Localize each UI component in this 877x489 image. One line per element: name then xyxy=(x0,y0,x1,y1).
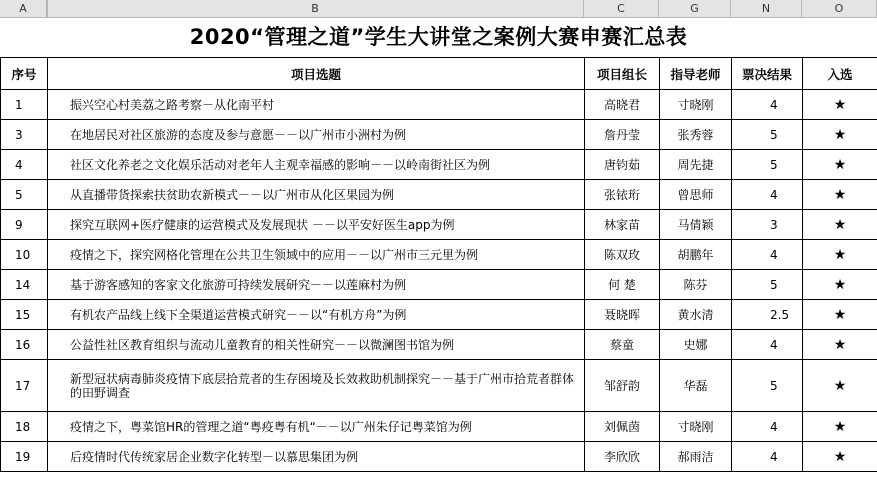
cell-vote[interactable]: 5 xyxy=(732,360,803,412)
cell-selected[interactable]: ★ xyxy=(803,90,877,120)
cell-teacher[interactable]: 周先捷 xyxy=(660,150,732,180)
cell-number[interactable]: 16 xyxy=(1,330,48,360)
cell-teacher[interactable]: 马倩颖 xyxy=(660,210,732,240)
column-letter-g[interactable]: G xyxy=(659,0,731,17)
cell-number[interactable]: 1 xyxy=(1,90,48,120)
cell-teacher[interactable]: 曾思师 xyxy=(660,180,732,210)
cell-teacher[interactable]: 陈芬 xyxy=(660,270,732,300)
header-selected[interactable]: 入选 xyxy=(803,58,877,90)
table-row xyxy=(1,120,877,150)
cell-selected[interactable]: ★ xyxy=(803,210,877,240)
cell-selected[interactable]: ★ xyxy=(803,360,877,412)
table-row xyxy=(1,180,877,210)
cell-teacher[interactable]: 史娜 xyxy=(660,330,732,360)
header-vote[interactable]: 票决结果 xyxy=(732,58,803,90)
table-row xyxy=(1,360,877,412)
cell-leader[interactable]: 陈双玫 xyxy=(585,240,660,270)
column-letter-o[interactable]: O xyxy=(802,0,877,17)
cell-topic[interactable]: 基于游客感知的客家文化旅游可持续发展研究－－以莲麻村为例 xyxy=(48,270,585,300)
cell-topic[interactable]: 公益性社区教育组织与流动儿童教育的相关性研究－－以微澜图书馆为例 xyxy=(48,330,585,360)
cell-vote[interactable]: 4 xyxy=(732,412,803,442)
cell-leader[interactable]: 聂晓晖 xyxy=(585,300,660,330)
cell-number[interactable]: 15 xyxy=(1,300,48,330)
cell-selected[interactable]: ★ xyxy=(803,240,877,270)
cell-selected[interactable]: ★ xyxy=(803,442,877,472)
table-row xyxy=(1,150,877,180)
cell-topic[interactable]: 新型冠状病毒肺炎疫情下底层拾荒者的生存困境及长效救助机制探究－－基于广州市拾荒者群体的田野调查 xyxy=(48,360,585,412)
cell-leader[interactable]: 李欣欣 xyxy=(585,442,660,472)
cell-selected[interactable]: ★ xyxy=(803,330,877,360)
cell-topic[interactable]: 疫情之下，粤菜馆HR的管理之道“粤疫粤有机“－－以广州朱仔记粤菜馆为例 xyxy=(48,412,585,442)
header-row xyxy=(1,58,877,90)
header-teacher[interactable]: 指导老师 xyxy=(660,58,732,90)
cell-topic[interactable]: 有机农产品线上线下全渠道运营模式研究－－以“有机方舟”为例 xyxy=(48,300,585,330)
cell-teacher[interactable]: 张秀蓉 xyxy=(660,120,732,150)
cell-topic[interactable]: 社区文化养老之文化娱乐活动对老年人主观幸福感的影响－－以岭南街社区为例 xyxy=(48,150,585,180)
cell-teacher[interactable]: 寸晓刚 xyxy=(660,412,732,442)
cell-leader[interactable]: 唐钧茹 xyxy=(585,150,660,180)
cell-number[interactable]: 18 xyxy=(1,412,48,442)
cell-vote[interactable]: 4 xyxy=(732,330,803,360)
cell-selected[interactable]: ★ xyxy=(803,150,877,180)
cell-number[interactable]: 19 xyxy=(1,442,48,472)
cell-teacher[interactable]: 寸晓刚 xyxy=(660,90,732,120)
table-row xyxy=(1,240,877,270)
table-row xyxy=(1,210,877,240)
cell-topic[interactable]: 在地居民对社区旅游的态度及参与意愿－－以广州市小洲村为例 xyxy=(48,120,585,150)
header-topic[interactable]: 项目选题 xyxy=(48,58,585,90)
cell-number[interactable]: 3 xyxy=(1,120,48,150)
cell-selected[interactable]: ★ xyxy=(803,270,877,300)
cell-topic[interactable]: 从直播带货探索扶贫助农新模式－－以广州市从化区果园为例 xyxy=(48,180,585,210)
column-letter-c[interactable]: C xyxy=(584,0,659,17)
cell-leader[interactable]: 刘佩茵 xyxy=(585,412,660,442)
cell-number[interactable]: 5 xyxy=(1,180,48,210)
cell-number[interactable]: 9 xyxy=(1,210,48,240)
cell-selected[interactable]: ★ xyxy=(803,180,877,210)
table-row xyxy=(1,270,877,300)
cell-vote[interactable]: 4 xyxy=(732,90,803,120)
column-letter-n[interactable]: N xyxy=(731,0,802,17)
cell-selected[interactable]: ★ xyxy=(803,120,877,150)
cell-leader[interactable]: 邹舒韵 xyxy=(585,360,660,412)
cell-vote[interactable]: 4 xyxy=(732,240,803,270)
column-letter-a[interactable]: A xyxy=(0,0,47,17)
table-row xyxy=(1,300,877,330)
header-leader[interactable]: 项目组长 xyxy=(585,58,660,90)
cell-teacher[interactable]: 胡鹏年 xyxy=(660,240,732,270)
cell-leader[interactable]: 张铱珩 xyxy=(585,180,660,210)
cell-topic[interactable]: 探究互联网+医疗健康的运营模式及发展现状 －－以平安好医生app为例 xyxy=(48,210,585,240)
cell-vote[interactable]: 4 xyxy=(732,442,803,472)
cell-leader[interactable]: 何 楚 xyxy=(585,270,660,300)
cell-number[interactable]: 14 xyxy=(1,270,48,300)
cell-number[interactable]: 17 xyxy=(1,360,48,412)
column-letter-b[interactable]: B xyxy=(47,0,584,17)
cell-teacher[interactable]: 郝雨洁 xyxy=(660,442,732,472)
table-row xyxy=(1,330,877,360)
cell-vote[interactable]: 3 xyxy=(732,210,803,240)
table-row xyxy=(1,442,877,472)
cell-vote[interactable]: 5 xyxy=(732,150,803,180)
cell-number[interactable]: 4 xyxy=(1,150,48,180)
cell-leader[interactable]: 蔡童 xyxy=(585,330,660,360)
cell-leader[interactable]: 詹丹莹 xyxy=(585,120,660,150)
cell-vote[interactable]: 4 xyxy=(732,180,803,210)
cell-vote[interactable]: 2.5 xyxy=(732,300,803,330)
cell-vote[interactable]: 5 xyxy=(732,270,803,300)
cell-topic[interactable]: 后疫情时代传统家居企业数字化转型－以慕思集团为例 xyxy=(48,442,585,472)
table-row xyxy=(1,90,877,120)
cell-leader[interactable]: 高晓君 xyxy=(585,90,660,120)
sheet-title: 2020“管理之道”学生大讲堂之案例大赛申赛汇总表 xyxy=(189,25,688,49)
cell-selected[interactable]: ★ xyxy=(803,412,877,442)
cell-number[interactable]: 10 xyxy=(1,240,48,270)
cell-topic[interactable]: 振兴空心村美荔之路考察－从化南平村 xyxy=(48,90,585,120)
cell-vote[interactable]: 5 xyxy=(732,120,803,150)
cell-selected[interactable]: ★ xyxy=(803,300,877,330)
cell-topic[interactable]: 疫情之下，探究网格化管理在公共卫生领域中的应用－－以广州市三元里为例 xyxy=(48,240,585,270)
column-header-bar xyxy=(0,0,877,18)
cell-teacher[interactable]: 黄水清 xyxy=(660,300,732,330)
summary-table xyxy=(0,57,877,472)
cell-teacher[interactable]: 华磊 xyxy=(660,360,732,412)
header-number[interactable]: 序号 xyxy=(1,58,48,90)
table-row xyxy=(1,412,877,442)
cell-leader[interactable]: 林家苗 xyxy=(585,210,660,240)
